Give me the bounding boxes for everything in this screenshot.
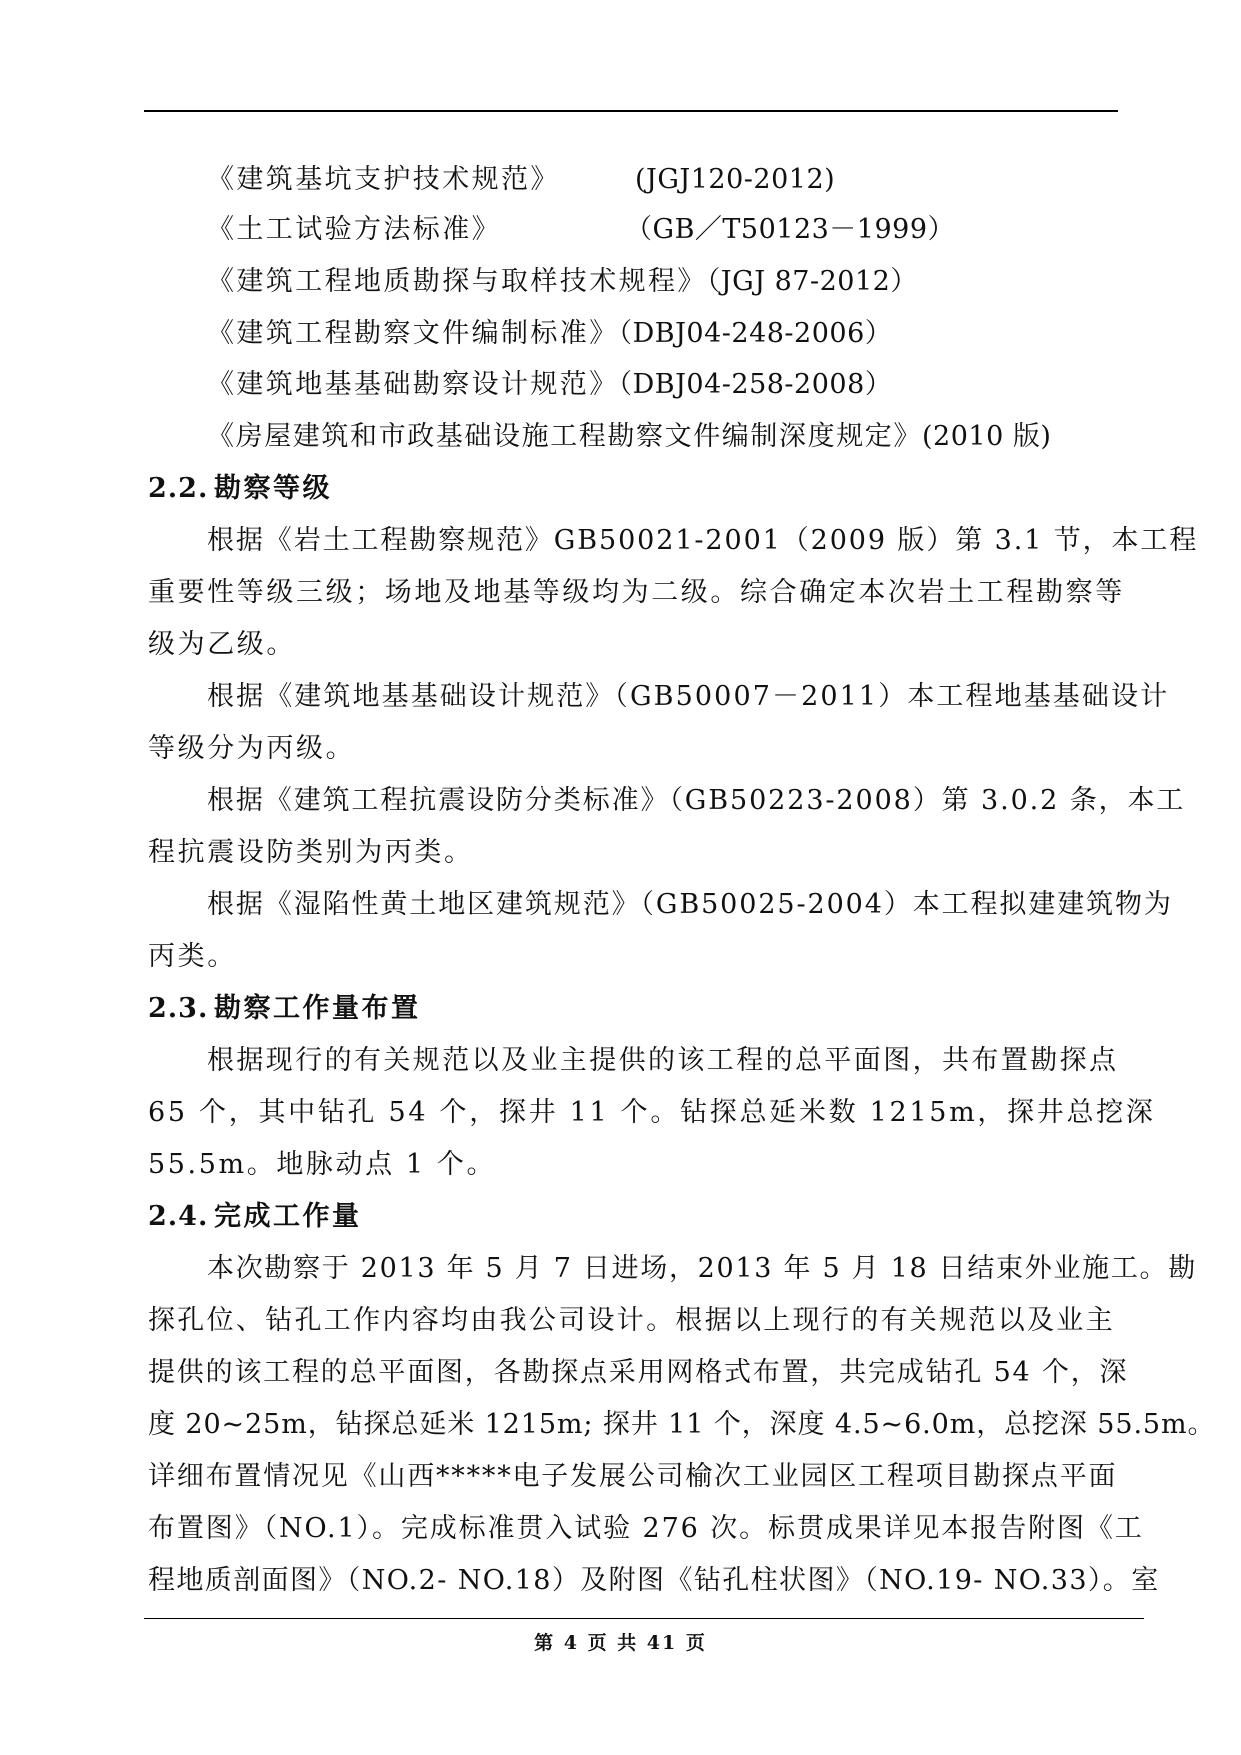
paragraph-line: 级为乙级。: [148, 629, 296, 660]
reference-item: [207, 163, 836, 197]
reference-name: 《房屋建筑和市政基础设施工程勘察文件编制深度规定》: [207, 421, 922, 452]
paragraph-line: 根据《建筑工程抗震设防分类标准》（GB50223-2008）第 3.0.2 条，本工: [207, 785, 1186, 816]
paragraph-line: 根据现行的有关规范以及业主提供的该工程的总平面图，共布置勘探点: [207, 1045, 1119, 1076]
footer-rule: [144, 1618, 1144, 1619]
reference-item: [207, 317, 892, 351]
reference-name: 《建筑基坑支护技术规范》: [207, 164, 560, 195]
section-title: 勘察工作量布置: [214, 993, 421, 1024]
section-number: 2.2.: [148, 473, 209, 504]
paragraph-line: 根据《湿陷性黄土地区建筑规范》（GB50025-2004）本工程拟建建筑物为: [207, 889, 1173, 920]
reference-name: 《建筑工程勘察文件编制标准》: [207, 318, 619, 349]
paragraph-line: 探孔位、钻孔工作内容均由我公司设计。根据以上现行的有关规范以及业主: [148, 1305, 1115, 1336]
reference-code: （GB／T50123－1999）: [625, 214, 956, 245]
section-title: 勘察等级: [214, 473, 332, 504]
section-heading: [148, 1200, 362, 1234]
section-heading: [148, 992, 421, 1026]
reference-item: [207, 265, 918, 299]
reference-item: [207, 213, 956, 247]
header-rule: [144, 110, 1118, 112]
section-number: 2.3.: [148, 993, 209, 1024]
reference-item: [207, 420, 1051, 454]
paragraph-line: 65 个，其中钻孔 54 个，探井 11 个。钻探总延米数 1215m，探井总挖深: [148, 1097, 1156, 1128]
section-number: 2.4.: [148, 1201, 209, 1232]
paragraph-line: 度 20~25m，钻探总延米 1215m; 探井 11 个，深度 4.5~6.0m，总挖深 55.5m。: [148, 1409, 1216, 1440]
section-heading: [148, 472, 332, 506]
reference-code: (JGJ120-2012): [635, 164, 836, 195]
paragraph-line: 重要性等级三级；场地及地基等级均为二级。综合确定本次岩土工程勘察等: [148, 577, 1125, 608]
reference-code: （DBJ04-258-2008）: [618, 369, 893, 400]
paragraph-line: 本次勘察于 2013 年 5 月 7 日进场，2013 年 5 月 18 日结束外业施工。勘: [207, 1253, 1197, 1284]
paragraph-line: 详细布置情况见《山西*****电子发展公司榆次工业园区工程项目勘探点平面: [148, 1461, 1118, 1492]
paragraph-line: 布置图》（NO.1）。完成标准贯入试验 276 次。标贯成果详见本报告附图《工: [148, 1513, 1144, 1544]
reference-name: 《土工试验方法标准》: [207, 214, 501, 245]
paragraph-line: 55.5m。地脉动点 1 个。: [148, 1149, 497, 1180]
paragraph-line: 根据《岩土工程勘察规范》GB50021-2001（2009 版）第 3.1 节，本工程: [207, 525, 1199, 556]
page-number: 第 4 页 共 41 页: [534, 1632, 707, 1654]
paragraph-line: 程地质剖面图》（NO.2- NO.18）及附图《钻孔柱状图》（NO.19- NO.33）。室: [148, 1565, 1160, 1596]
reference-code: （JGJ 87-2012）: [706, 266, 918, 297]
reference-name: 《建筑工程地质勘探与取样技术规程》: [207, 266, 707, 297]
section-title: 完成工作量: [214, 1201, 362, 1232]
paragraph-line: 提供的该工程的总平面图，各勘探点采用网格式布置，共完成钻孔 54 个，深: [148, 1357, 1129, 1388]
reference-code: (2010 版): [922, 421, 1052, 452]
reference-item: [207, 368, 892, 402]
paragraph-line: 丙类。: [148, 941, 237, 972]
paragraph-line: 等级分为丙级。: [148, 733, 356, 764]
reference-name: 《建筑地基基础勘察设计规范》: [207, 369, 619, 400]
paragraph-line: 程抗震设防类别为丙类。: [148, 837, 474, 868]
paragraph-line: 根据《建筑地基基础设计规范》（GB50007－2011）本工程地基基础设计: [207, 681, 1170, 712]
reference-code: （DBJ04-248-2006）: [618, 318, 893, 349]
